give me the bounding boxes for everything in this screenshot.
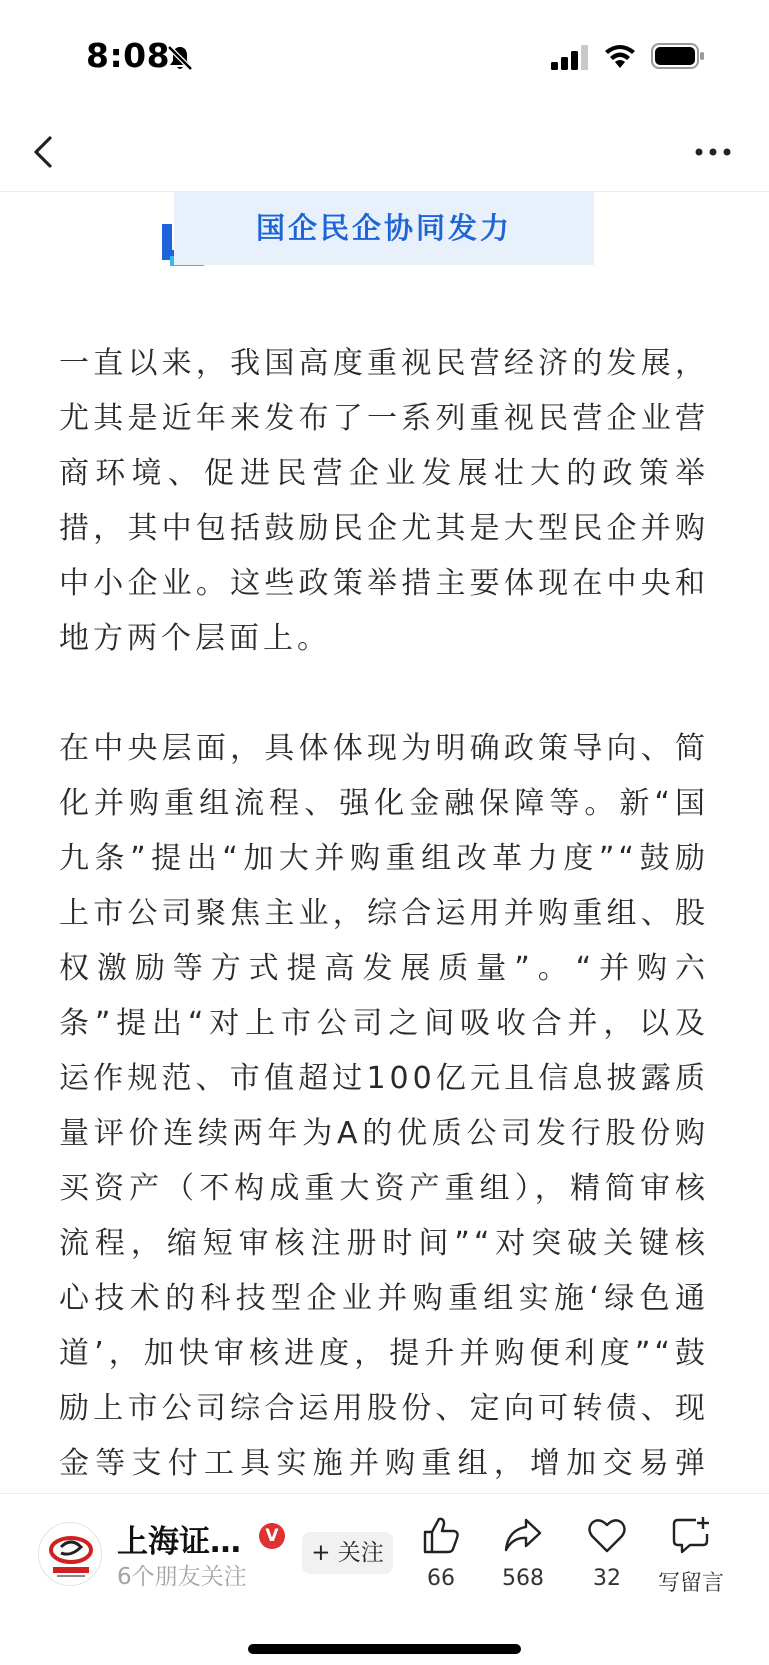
publisher-logo-icon <box>39 1523 102 1586</box>
section-heading-text: 国企民企协同发力 <box>255 211 512 245</box>
favorite-count: 32 <box>593 1566 621 1591</box>
like-button[interactable] <box>396 1514 486 1591</box>
article-paragraph: 一直以来，我国高度重视民营经济的发展，尤其是近年来发布了一系列重视民营企业营商环境、促进民营企业发展壮大的政策举措，其中包括鼓励民企尤其是大型民企并购中小企业。这些政策举措主要体现在中央和地方两个层面上。 <box>59 346 709 656</box>
back-icon[interactable] <box>30 130 60 174</box>
home-indicator[interactable] <box>248 1644 521 1654</box>
author-name[interactable]: 上海证… <box>117 1524 241 1560</box>
section-heading <box>174 192 594 265</box>
verified-badge: V <box>259 1523 285 1549</box>
battery-icon <box>651 42 705 70</box>
status-time: 8:08 <box>86 36 171 75</box>
bell-slash-icon <box>166 44 194 72</box>
more-icon[interactable] <box>693 140 733 164</box>
bottom-action-bar <box>0 1493 769 1665</box>
thumbs-up-icon <box>420 1514 462 1556</box>
article-paragraph: 在中央层面，具体体现为明确政策导向、简化并购重组流程、强化金融保障等。新“国九条”提出“加大并购重组改革力度”“鼓励上市公司聚焦主业，综合运用并购重组、股权激励等方式提高发展质量”。“并购六条”提出“对上市公司之间吸收合并，以及运作规范、市值超过100亿元且信息披露质量评价连续两年为A的优质公司发行股份购买资产（不构成重大资产重组），精简审核流程，缩短审核注册时间”“对突破关键核心技术的科技型企业并购重组实施‘绿色通道’，加快审核进度，提升并购便利度”“鼓励上市公司综合运用股份、定向可转债、现金等支付工具实施并购重组，增加交易弹 <box>59 731 709 1481</box>
comment-add-icon <box>670 1514 712 1556</box>
share-arrow-icon <box>502 1514 544 1556</box>
friends-follow-count: 6个朋友关注 <box>117 1564 247 1590</box>
article-body <box>59 336 709 1546</box>
author-avatar[interactable] <box>38 1522 102 1586</box>
wifi-icon <box>603 42 637 70</box>
status-bar <box>0 0 769 112</box>
favorite-button[interactable] <box>562 1514 652 1591</box>
comment-button[interactable] <box>646 1514 736 1597</box>
follow-button[interactable]: + 关注 <box>302 1532 393 1574</box>
signal-icon <box>551 44 591 70</box>
nav-bar <box>0 112 769 192</box>
heart-icon <box>586 1514 628 1556</box>
share-count: 568 <box>502 1566 544 1591</box>
comment-label: 写留言 <box>657 1571 724 1596</box>
share-button[interactable] <box>478 1514 568 1591</box>
like-count: 66 <box>427 1566 455 1591</box>
